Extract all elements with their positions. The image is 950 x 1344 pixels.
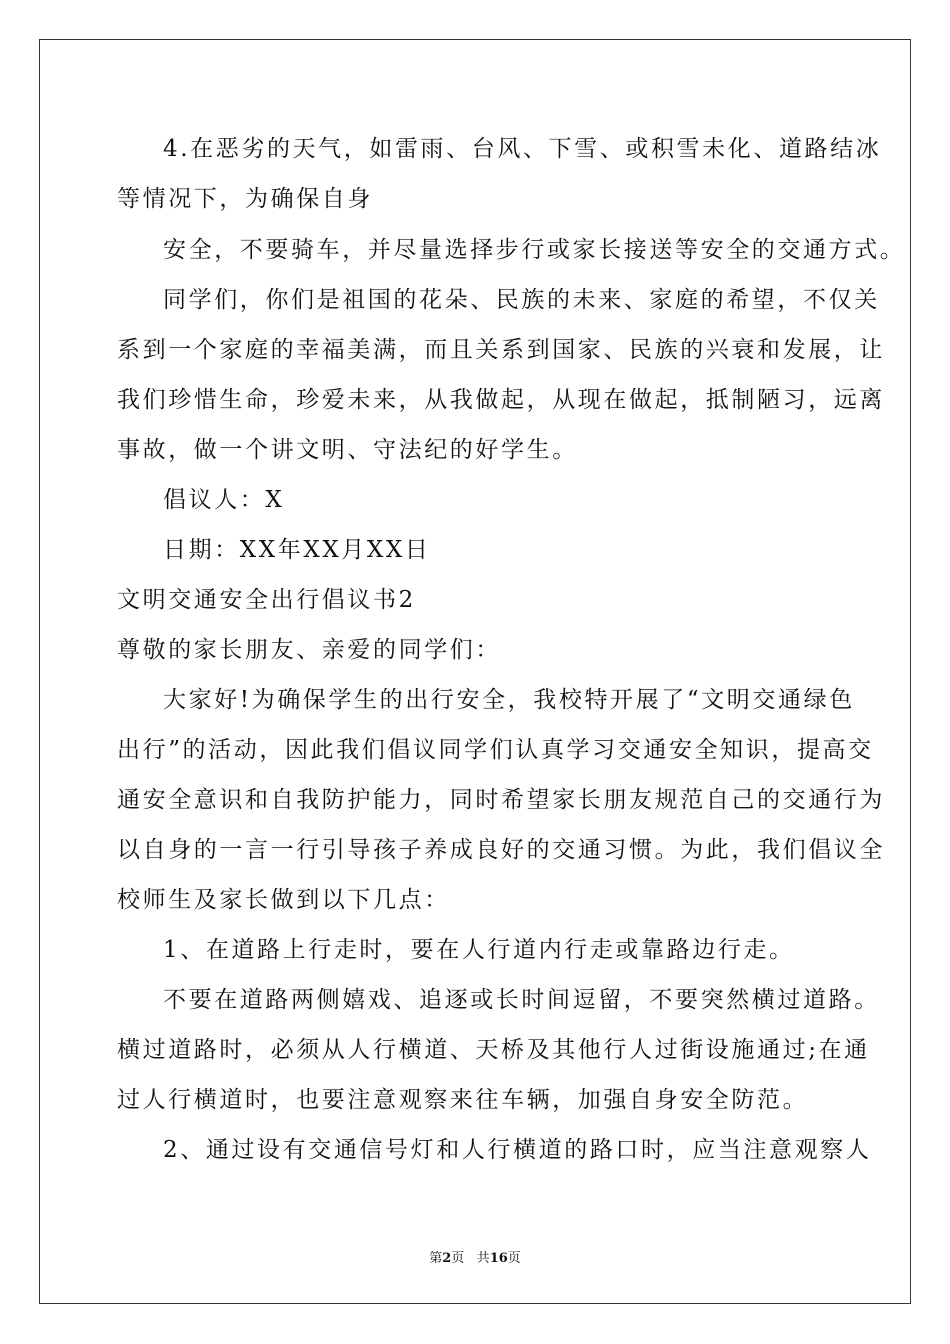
text-line: 4.在恶劣的天气，如雷雨、台风、下雪、或积雪未化、道路结冰: [163, 136, 882, 162]
footer-page-prefix: 第: [429, 1251, 443, 1266]
text-line: 2、通过设有交通信号灯和人行横道的路口时，应当注意观察人: [163, 1137, 872, 1163]
text-line: 同学们，你们是祖国的花朵、民族的未来、家庭的希望，不仅关: [163, 287, 880, 313]
page-footer: [0, 1247, 950, 1266]
text-line: 系到一个家庭的幸福美满，而且关系到国家、民族的兴衰和发展，让: [117, 337, 885, 363]
salutation: 尊敬的家长朋友、亲爱的同学们：: [117, 637, 501, 663]
page-border: [39, 39, 911, 1304]
text-line: 过人行横道时，也要注意观察来往车辆，加强自身安全防范。: [117, 1087, 809, 1113]
text-line: 等情况下，为确保自身: [117, 186, 373, 212]
text-line: 横过道路时，必须从人行横道、天桥及其他行人过街设施通过;在通: [117, 1037, 870, 1063]
text-line: 以自身的一言一行引导孩子养成良好的交通习惯。为此，我们倡议全: [117, 837, 885, 863]
footer-page-number: 2: [442, 1251, 452, 1266]
section-title: 文明交通安全出行倡议书2: [117, 587, 416, 613]
text-line: 不要在道路两侧嬉戏、追逐或长时间逗留，不要突然横过道路。: [163, 987, 880, 1013]
footer-total-number: 16: [489, 1251, 508, 1266]
text-line: 通安全意识和自我防护能力，同时希望家长朋友规范自己的交通行为: [117, 787, 885, 813]
text-line: 校师生及家长做到以下几点：: [117, 887, 450, 913]
signature-line: 倡议人：X: [163, 487, 285, 513]
text-line: 安全，不要骑车，并尽量选择步行或家长接送等安全的交通方式。: [163, 237, 906, 263]
footer-total-prefix: 共: [476, 1251, 490, 1266]
text-line: 出行”的活动，因此我们倡议同学们认真学习交通安全知识，提高交: [117, 737, 874, 763]
text-line: 事故，做一个讲文明、守法纪的好学生。: [117, 437, 578, 463]
footer-total-suffix: 页: [507, 1251, 521, 1266]
footer-page-suffix: 页: [451, 1251, 465, 1266]
date-line: 日期：XX年XX月XX日: [163, 537, 431, 563]
text-line: 大家好!为确保学生的出行安全，我校特开展了“文明交通绿色: [163, 687, 855, 713]
text-line: 1、在道路上行走时，要在人行道内行走或靠路边行走。: [163, 937, 795, 963]
text-line: 我们珍惜生命，珍爱未来，从我做起，从现在做起，抵制陋习，远离: [117, 387, 885, 413]
